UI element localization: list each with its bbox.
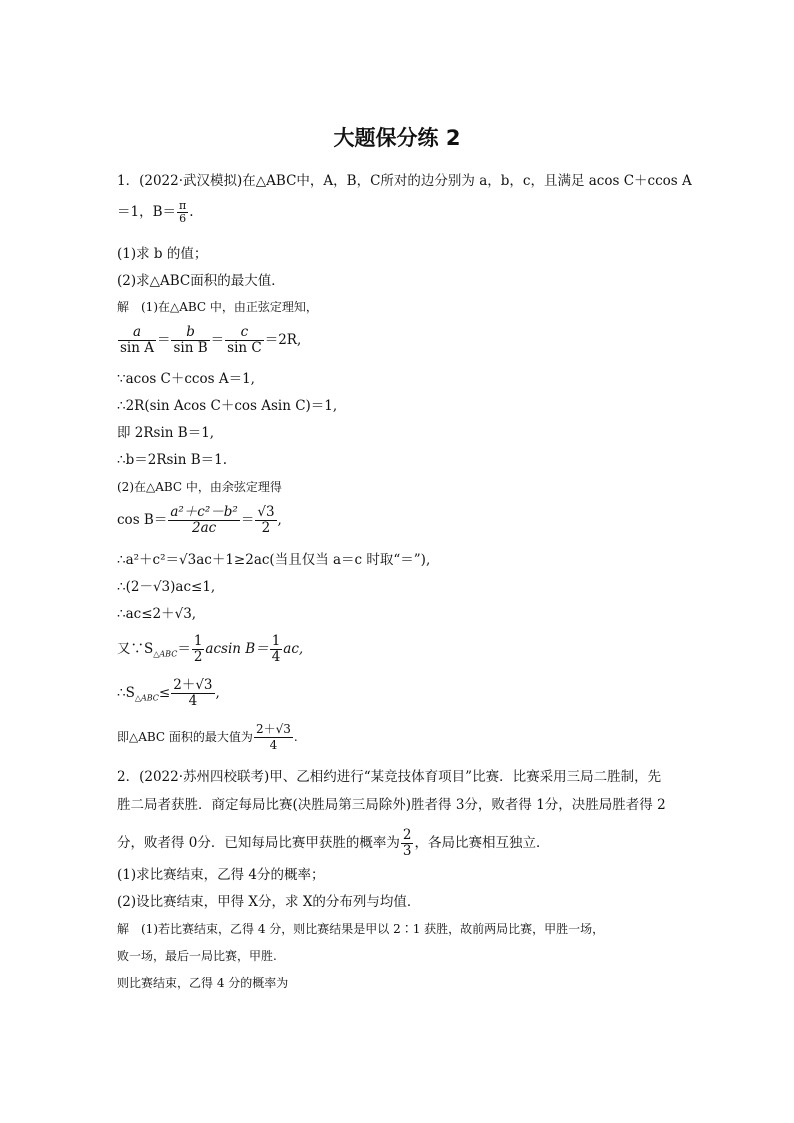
pi-over-6-fraction: $\frac{\pi}{6}$ [179, 199, 187, 225]
solution-step: ∴ac≤2＋√3, [117, 606, 197, 622]
q2-part2: (2)设比赛结束，甲得 X分，求 X的分布列与均值． [117, 894, 421, 910]
sqrt3-over-2-fraction: $\frac{√3}{2}$ [257, 504, 275, 536]
page-title: 大题保分练 2 [333, 126, 461, 150]
fraction-a-over-sinA: $\frac{a}{\text{sin A}}$ [120, 324, 154, 356]
fraction-b-over-sinB: $\frac{b}{\text{sin B}}$ [173, 324, 208, 356]
law-of-cosines-line: cos B＝ $\frac{\text{a²＋c²－b²}}{2ac}$ ＝ $\frac{√3}{2}$ , [117, 504, 282, 536]
one-quarter-fraction: $\frac{1}{4}$ [271, 633, 281, 665]
max-area-fraction: $\frac{2+√3}{4}$ [255, 722, 291, 752]
q2-solution-line3: 则比赛结束，乙得 4 分的概率为 [117, 976, 289, 990]
law-of-sines-line: $\frac{a}{\text{sin A}}$ ＝ $\frac{b}{\text{sin B}}$ ＝ $\frac{c}{\text{sin C}}$ ＝2R, [120, 324, 302, 356]
two-thirds-fraction: $\frac{2}{3}$ [402, 827, 412, 859]
q1-solution-intro: 解 (1)在△ABC 中，由正弦定理知， [117, 300, 318, 314]
max-area-conclusion: 即△ABC 面积的最大值为 $\frac{2+√3}{4}$ . [117, 722, 298, 752]
area-bound-line: $\therefore S_{\triangle ABC}\le$ $\frac{2+√3}{4}$ , [117, 677, 220, 709]
solution-step: 即 2Rsin B＝1, [117, 425, 215, 441]
q1-stem-line2: ＝1，B＝ $\frac{\pi}{6}$ . [117, 199, 194, 225]
q2-solution-line1: 解 (1)若比赛结束，乙得 4 分，则比赛结果是甲以 2∶1 获胜，故前两局比赛，甲胜一场， [117, 922, 605, 936]
q2-stem-line3: 分，败者得 0分．已知每局比赛甲获胜的概率为 $\frac{2}{3}$ ，各局比赛相互独立． [117, 827, 550, 859]
fraction-c-over-sinC: $\frac{c}{\text{sin C}}$ [227, 324, 262, 356]
cosine-fraction: $\frac{\text{a²＋c²－b²}}{2ac}$ [170, 504, 238, 536]
solution-step: ∴a²＋c²＝√3ac＋1≥2ac(当且仅当 a＝c 时取“＝”), [117, 552, 431, 568]
area-formula-line: 又$\because S_{\triangle ABC}=$ $\frac{1}{2}$ acsin B＝ $\frac{1}{4}$ ac, [117, 633, 304, 665]
q2-part1: (1)求比赛结束，乙得 4分的概率； [117, 867, 325, 883]
q1-part1: (1)求 b 的值； [117, 246, 208, 262]
solution-step: ∴(2－√3)ac≤1, [117, 579, 216, 595]
solution-step: (2)在△ABC 中，由余弦定理得 [117, 480, 282, 494]
solution-step: ∴2R(sin Acos C＋cos Asin C)＝1, [117, 398, 338, 414]
q2-solution-line2: 败一场，最后一局比赛，甲胜. [117, 949, 277, 963]
q1-stem-line1: 1．(2022·武汉模拟)在△ABC中，A，B，C所对的边分别为 a，b，c，且满足 acos C＋ccos A [117, 173, 692, 189]
q1-part2: (2)求△ABC面积的最大值． [117, 273, 285, 289]
bound-fraction: $\frac{2+√3}{4}$ [173, 677, 213, 709]
q2-stem-line1: 2．(2022·苏州四校联考)甲、乙相约进行“某竞技体育项目”比赛．比赛采用三局二胜制，先 [117, 769, 662, 785]
solution-step: ∴b＝2Rsin B＝1. [117, 452, 228, 468]
solution-step: ∵acos C＋ccos A＝1, [117, 371, 255, 387]
one-half-fraction: $\frac{1}{2}$ [193, 633, 203, 665]
q2-stem-line2: 胜二局者获胜．商定每局比赛(决胜局第三局除外)胜者得 3分，败者得 1分，决胜局胜者得 2 [117, 797, 666, 813]
